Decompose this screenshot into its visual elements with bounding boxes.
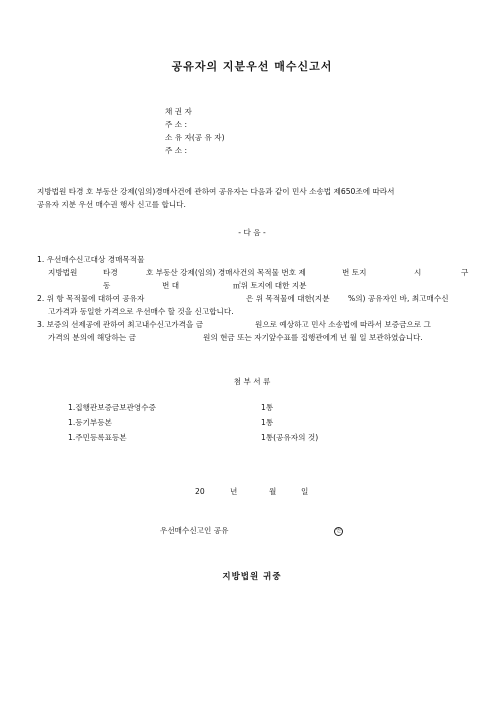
item-1-lot: 번 대 — [162, 281, 180, 290]
item-3-line-1a: 3. 보증의 선제공에 관하여 최고내수신고가격을 금 — [37, 320, 204, 329]
item-2-line-1b: 은 위 목적물에 대한(지분 — [246, 294, 330, 303]
item-1-court: 지방법원 — [48, 268, 78, 277]
item-1-district: 구 — [461, 268, 469, 277]
court-addressee: 지방법원 귀중 — [222, 572, 282, 582]
attachment-name: 1.주민등록표등본 — [68, 433, 127, 442]
attachments-heading: 첨 부 서 류 — [233, 377, 271, 386]
item-1-city: 시 — [414, 268, 422, 277]
attachment-qty: 1통 — [261, 403, 274, 412]
signature-label: 우선매수신고인 공유 — [160, 526, 229, 535]
attachment-qty: 1통 — [261, 418, 274, 427]
item-3-line-1b: 원으로 예상하고 민사 소송법에 따라서 보증금으로 그 — [255, 320, 431, 329]
item-1-title: 1. 우선매수신고대상 경매목적물 — [37, 255, 145, 264]
seal-mark — [334, 526, 343, 536]
date-day-unit: 일 — [301, 487, 309, 496]
intro-line-2: 공유자 지분 우선 매수권 행사 신고를 합니다. — [37, 200, 186, 209]
attachment-name: 1.등기부등본 — [68, 418, 112, 427]
item-2-line-1c: %의) 공유자인 바, 최고매수신 — [348, 294, 449, 303]
item-1-dong: 동 — [103, 281, 111, 290]
co-owner-address: 주 소 : — [165, 146, 188, 155]
date-year: 20 — [195, 487, 205, 496]
attachment-name: 1.집행관보증금보관영수증 — [68, 403, 156, 412]
item-3-line-2b: 원의 현금 또는 자기앞수표를 집행관에게 년 월 일 보관하였습니다. — [203, 333, 423, 342]
co-owner-label: 소 유 자(공 유 자) — [165, 133, 225, 142]
item-2-line-2: 고가격과 동일한 가격으로 우선매수 할 것을 신고합니다. — [48, 307, 234, 316]
date-month-unit: 월 — [269, 487, 277, 496]
seal-icon: 인 — [334, 527, 343, 536]
item-1-land: 번 토지 — [342, 268, 367, 277]
item-3-line-2a: 가격의 분의에 해당하는 금 — [48, 333, 136, 342]
item-1-desc: 호 부동산 강제(임의) 경매사건의 목적물 번호 제 — [146, 268, 306, 277]
date-year-unit: 년 — [230, 487, 238, 496]
item-1-case: 타경 — [103, 268, 118, 277]
intro-line-1: 지방법원 타경 호 부동산 강제(임의)경매사건에 관하여 공유자는 다음과 같이 민사 소송법 제650조에 따라서 — [37, 187, 395, 196]
document-title: 공유자의 지분우선 매수신고서 — [171, 60, 333, 73]
creditor-address: 주 소 : — [165, 120, 188, 129]
item-2-line-1a: 2. 위 항 목적물에 대하여 공유자 — [37, 294, 145, 303]
creditor-label: 채 권 자 — [165, 107, 192, 116]
section-divider: - 다 음 - — [238, 228, 266, 237]
item-1-area: ㎡위 토지에 대한 지분 — [233, 281, 307, 290]
attachment-qty: 1통(공유자의 것) — [261, 433, 319, 442]
